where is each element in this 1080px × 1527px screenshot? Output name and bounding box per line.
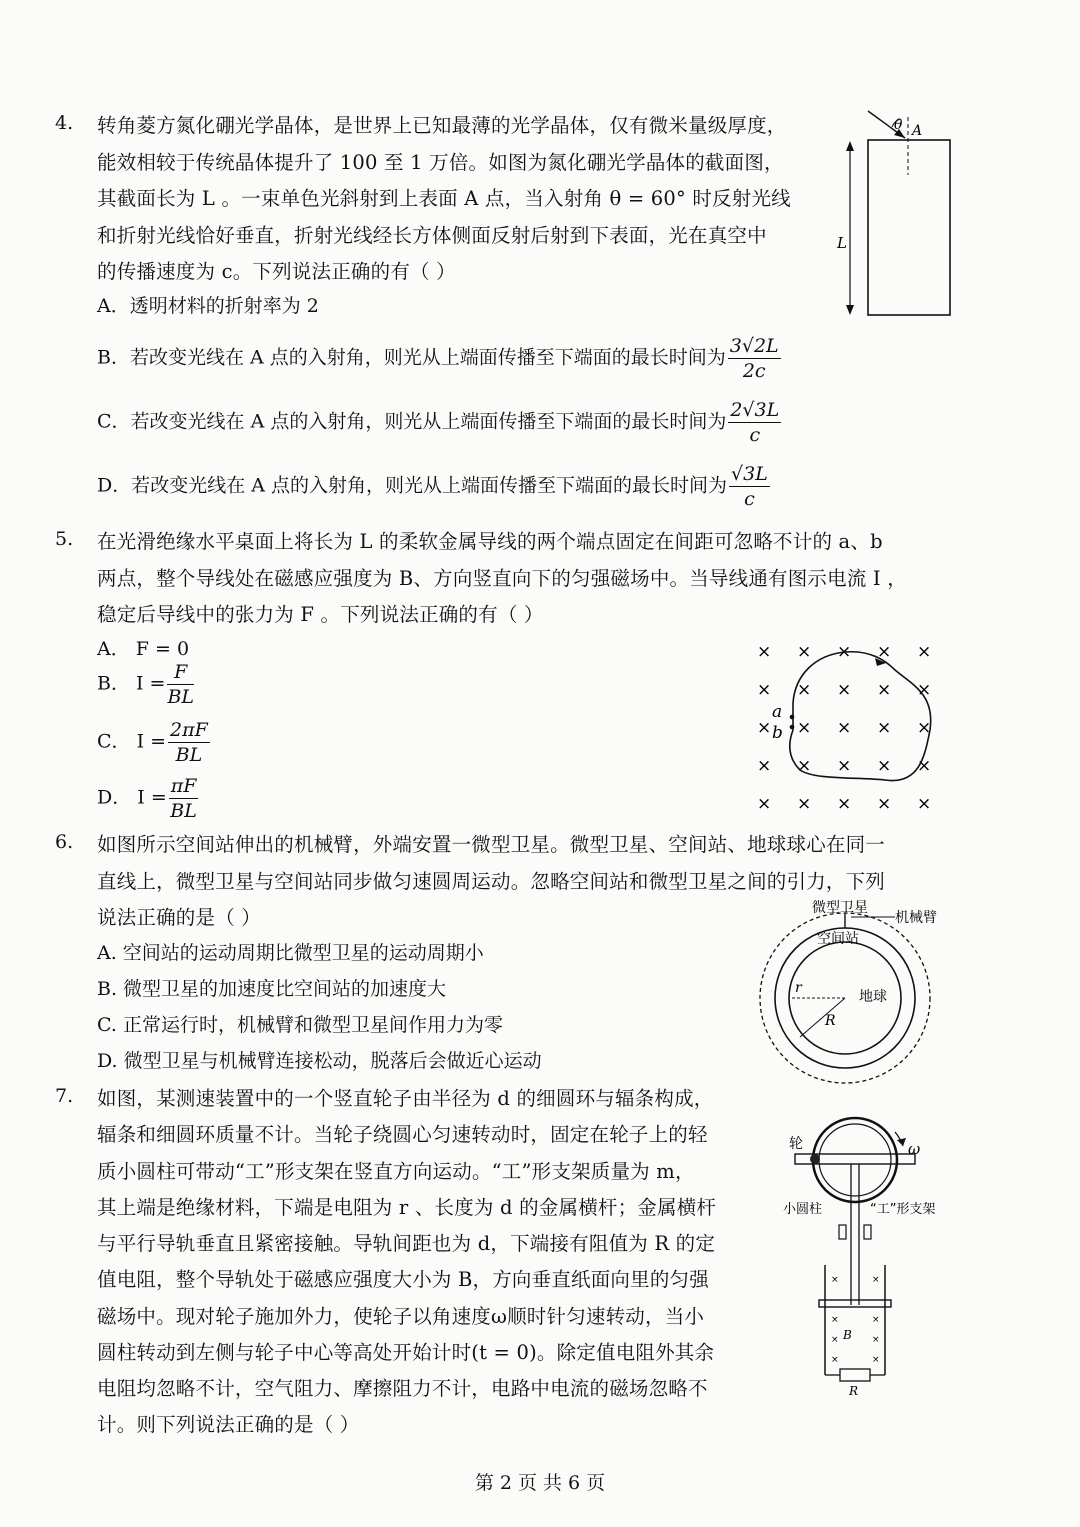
q4-option-c-den: c <box>749 424 761 446</box>
q6-option-a: A. 空间站的运动周期比微型卫星的运动周期小 <box>97 942 484 964</box>
field-cross-mark: × <box>757 794 772 814</box>
q4-number: 4. <box>55 112 74 134</box>
q5-option-b-den: BL <box>167 686 195 708</box>
q4-option-c-num: 2√3L <box>730 399 780 421</box>
q5-option-c <box>97 718 210 767</box>
q4-option-b-text: B．若改变光线在 A 点的入射角，则光从上端面传播至下端面的最长时间为 <box>97 346 726 369</box>
field-mark: × <box>831 1335 839 1345</box>
field-cross-mark: × <box>797 680 812 700</box>
q5-option-d-num: πF <box>170 775 197 797</box>
q7-line-10: 计。则下列说法正确的是（ ） <box>97 1413 360 1436</box>
rotation-arrow-icon <box>897 1138 906 1146</box>
q4-line-4: 和折射光线恰好垂直，折射光线经长方体侧面反射后射到下表面，光在真空中 <box>97 224 767 247</box>
q5-option-d <box>97 774 198 823</box>
field-cross-mark: × <box>917 642 932 662</box>
q7-number: 7. <box>55 1085 74 1107</box>
crystal-rectangle <box>868 140 950 315</box>
metal-crossbar <box>819 1300 891 1307</box>
omega-label: ω <box>908 1140 921 1158</box>
q5-line-1: 在光滑绝缘水平桌面上将长为 L 的柔软金属导线的两个端点固定在间距可忽略不计的 a、b <box>97 530 883 553</box>
field-cross-mark: × <box>877 756 892 776</box>
q5-line-2: 两点，整个导线处在磁感应强度为 B、方向竖直向下的匀强磁场中。当导线通有图示电流 I ， <box>97 567 907 590</box>
page-footer: 第 2 页 共 6 页 <box>474 1472 606 1494</box>
resistor-label: R <box>849 1384 859 1398</box>
field-cross-mark: × <box>877 794 892 814</box>
earth-label: 地球 <box>859 989 887 1005</box>
q6-number: 6. <box>55 831 74 853</box>
q4-option-b-den: 2c <box>742 360 766 382</box>
q4-option-d-fraction <box>729 462 770 511</box>
wheel-inner-ring <box>819 1124 891 1196</box>
q7-line-4: 其上端是绝缘材料，下端是电阻为 r 、长度为 d 的金属横杆；金属横杆 <box>97 1196 717 1219</box>
point-a <box>790 715 795 720</box>
q5-option-b <box>97 660 194 709</box>
q5-option-d-label: D． I = <box>97 786 167 809</box>
q7-line-3: 质小圆柱可带动“工”形支架在竖直方向运动。“工”形支架质量为 m， <box>97 1160 695 1183</box>
field-cross-mark: × <box>877 642 892 662</box>
q5-option-c-num: 2πF <box>170 719 208 741</box>
guide-left <box>839 1225 846 1239</box>
q7-line-1: 如图，某测速装置中的一个竖直轮子由半径为 d 的细圆环与辐条构成， <box>97 1087 714 1110</box>
q7-apparatus-figure <box>775 1110 955 1400</box>
field-cross-mark: × <box>757 718 772 738</box>
point-a-label: A <box>912 123 923 139</box>
q4-option-b-num: 3√2L <box>729 335 779 357</box>
q6-orbit-figure <box>755 895 955 1085</box>
q4-option-d-den: c <box>744 488 755 510</box>
theta-label: θ <box>894 117 903 133</box>
field-mark: × <box>872 1275 880 1285</box>
field-cross-mark: × <box>757 756 772 776</box>
q7-line-6: 值电阻，整个导轨处于磁感应强度大小为 B，方向垂直纸面向里的匀强 <box>97 1268 709 1291</box>
arm-label: 机械臂 <box>895 910 937 926</box>
field-cross-mark: × <box>757 642 772 662</box>
field-cross-mark: × <box>837 794 852 814</box>
q5-option-d-fraction <box>169 774 199 823</box>
q4-option-b-fraction <box>728 334 781 383</box>
field-cross-mark: × <box>797 718 812 738</box>
q5-option-b-fraction <box>167 660 194 709</box>
q5-field-figure <box>745 630 955 820</box>
q7-line-8: 圆柱转动到左侧与轮子中心等高处开始计时(t = 0)。除定值电阻外其余 <box>97 1341 715 1364</box>
satellite-label: 微型卫星 <box>812 900 868 916</box>
point-a-label: a <box>772 702 783 722</box>
q5-number: 5. <box>55 528 74 550</box>
q6-option-b: B. 微型卫星的加速度比空间站的加速度大 <box>97 978 447 1000</box>
field-cross-mark: × <box>757 680 772 700</box>
point-b-label: b <box>772 723 783 743</box>
q7-line-7: 磁场中。现对轮子施加外力，使轮子以角速度ω顺时针匀速转动，当小 <box>97 1305 705 1328</box>
pin-label: 小圆柱 <box>783 1202 823 1217</box>
q4-option-b <box>97 334 781 383</box>
q5-option-c-den: BL <box>175 744 203 766</box>
q5-option-b-label: B． I = <box>97 672 166 695</box>
field-mark: × <box>831 1315 839 1325</box>
q4-option-d-num: √3L <box>731 463 768 485</box>
field-cross-mark: × <box>917 756 932 776</box>
field-cross-mark: × <box>917 680 932 700</box>
q4-line-1: 转角菱方氮化硼光学晶体，是世界上已知最薄的光学晶体，仅有微米量级厚度， <box>97 114 787 137</box>
point-b <box>790 725 795 730</box>
field-b-label: B <box>843 1328 852 1342</box>
q5-option-a: A． F = 0 <box>97 638 190 660</box>
radius-R-label: R <box>825 1013 836 1029</box>
q4-crystal-figure <box>830 105 960 320</box>
field-cross-mark: × <box>837 756 852 776</box>
wheel-ring <box>813 1118 897 1202</box>
field-cross-mark: × <box>877 680 892 700</box>
length-label: L <box>837 234 847 252</box>
field-cross-mark: × <box>837 680 852 700</box>
q4-line-3: 其截面长为 L 。一束单色光斜射到上表面 A 点，当入射角 θ = 60° 时反射光线 <box>97 187 791 210</box>
guide-right <box>864 1225 871 1239</box>
q6-line-1: 如图所示空间站伸出的机械臂，外端安置一微型卫星。微型卫星、空间站、地球球心在同一 <box>97 833 886 856</box>
q4-option-a: A．透明材料的折射率为 2 <box>97 295 319 317</box>
q5-option-d-den: BL <box>170 800 197 822</box>
q4-option-c-text: C．若改变光线在 A 点的入射角，则光从上端面传播至下端面的最长时间为 <box>97 410 727 433</box>
field-cross-mark: × <box>877 718 892 738</box>
q6-option-c: C. 正常运行时，机械臂和微型卫星间作用力为零 <box>97 1014 503 1036</box>
dimension-arrow-down-icon <box>846 305 854 315</box>
field-cross-mark: × <box>837 642 852 662</box>
q6-line-2: 直线上，微型卫星与空间站同步做匀速圆周运动。忽略空间站和微型卫星之间的引力，下列 <box>97 870 886 893</box>
q4-line-2: 能效相较于传统晶体提升了 100 至 1 万倍。如图为氮化硼光学晶体的截面图， <box>97 151 784 174</box>
wheel-label: 轮 <box>789 1136 803 1152</box>
field-cross-mark: × <box>917 794 932 814</box>
q4-line-5: 的传播速度为 c。下列说法正确的有（ ） <box>97 260 456 283</box>
magnetic-field-marks <box>757 642 931 814</box>
field-mark: × <box>872 1315 880 1325</box>
radius-R-line <box>800 998 845 1037</box>
radius-r-label: r <box>795 980 802 996</box>
q4-option-c <box>97 398 781 447</box>
q7-line-9: 电阻均忽略不计，空气阻力、摩擦阻力不计，电路中电流的磁场忽略不 <box>97 1377 708 1400</box>
q5-option-c-fraction <box>168 718 210 767</box>
q4-option-d-text: D．若改变光线在 A 点的入射角，则光从上端面传播至下端面的最长时间为 <box>97 474 728 497</box>
field-cross-mark: × <box>917 718 932 738</box>
field-cross-mark: × <box>797 642 812 662</box>
q5-option-b-num: F <box>167 660 194 685</box>
field-mark: × <box>872 1335 880 1345</box>
frame-label: “工”形支架 <box>870 1202 936 1217</box>
q6-line-3: 说法正确的是（ ） <box>97 906 261 929</box>
q7-line-2: 辐条和细圆环质量不计。当轮子绕圆心匀速转动时，固定在轮子上的轻 <box>97 1123 708 1146</box>
field-cross-mark: × <box>797 756 812 776</box>
q6-option-d: D. 微型卫星与机械臂连接松动，脱落后会做近心运动 <box>97 1050 542 1072</box>
q5-line-3: 稳定后导线中的张力为 F 。下列说法正确的有（ ） <box>97 603 544 626</box>
q4-option-d <box>97 462 770 511</box>
field-mark: × <box>831 1275 839 1285</box>
q7-line-5: 与平行导轨垂直且紧密接触。导轨间距也为 d，下端接有阻值为 R 的定 <box>97 1232 716 1255</box>
station-label: 空间站 <box>817 931 859 947</box>
field-mark: × <box>872 1355 880 1365</box>
field-mark: × <box>831 1355 839 1365</box>
pin-cylinder <box>810 1154 820 1164</box>
q4-option-c-fraction <box>728 398 781 447</box>
field-cross-mark: × <box>797 794 812 814</box>
field-cross-mark: × <box>837 718 852 738</box>
q5-option-c-label: C． I = <box>97 730 167 753</box>
dimension-arrow-up-icon <box>846 141 854 151</box>
resistor <box>840 1369 870 1381</box>
